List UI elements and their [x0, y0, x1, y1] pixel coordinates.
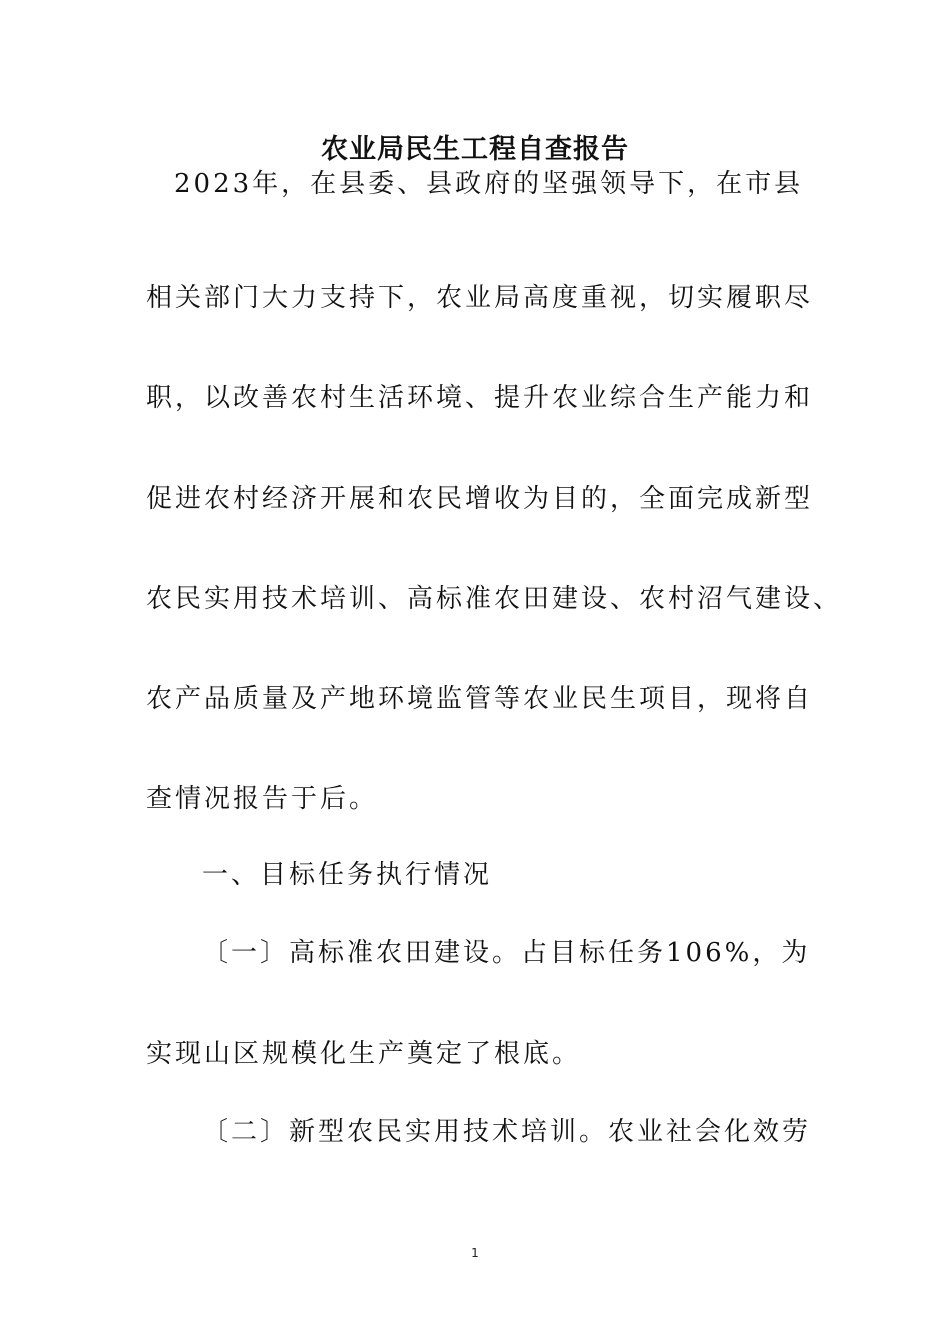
paragraph-line: 相关部门大力支持下，农业局高度重视，切实履职尽 — [146, 283, 814, 313]
paragraph-line: 〔一〕高标准农田建设。占目标任务106%，为 — [202, 938, 811, 968]
paragraph-line: 查情况报告于后。 — [146, 784, 379, 814]
paragraph-line: 实现山区规模化生产奠定了根底。 — [146, 1039, 582, 1069]
paragraph-line: 促进农村经济开展和农民增收为目的，全面完成新型 — [146, 484, 814, 514]
paragraph-line: 农民实用技术培训、高标准农田建设、农村沼气建设、 — [146, 584, 843, 614]
document-title: 农业局民生工程自查报告 — [321, 134, 629, 165]
paragraph-line: 职，以改善农村生活环境、提升农业综合生产能力和 — [146, 383, 814, 413]
page-number: 1 — [471, 1246, 479, 1260]
paragraph-line: 2023年，在县委、县政府的坚强领导下，在市县 — [174, 169, 804, 199]
paragraph-line: 农产品质量及产地环境监管等农业民生项目，现将自 — [146, 684, 814, 714]
section-heading: 一、目标任务执行情况 — [202, 860, 493, 890]
paragraph-line: 〔二〕新型农民实用技术培训。农业社会化效劳 — [202, 1117, 812, 1147]
